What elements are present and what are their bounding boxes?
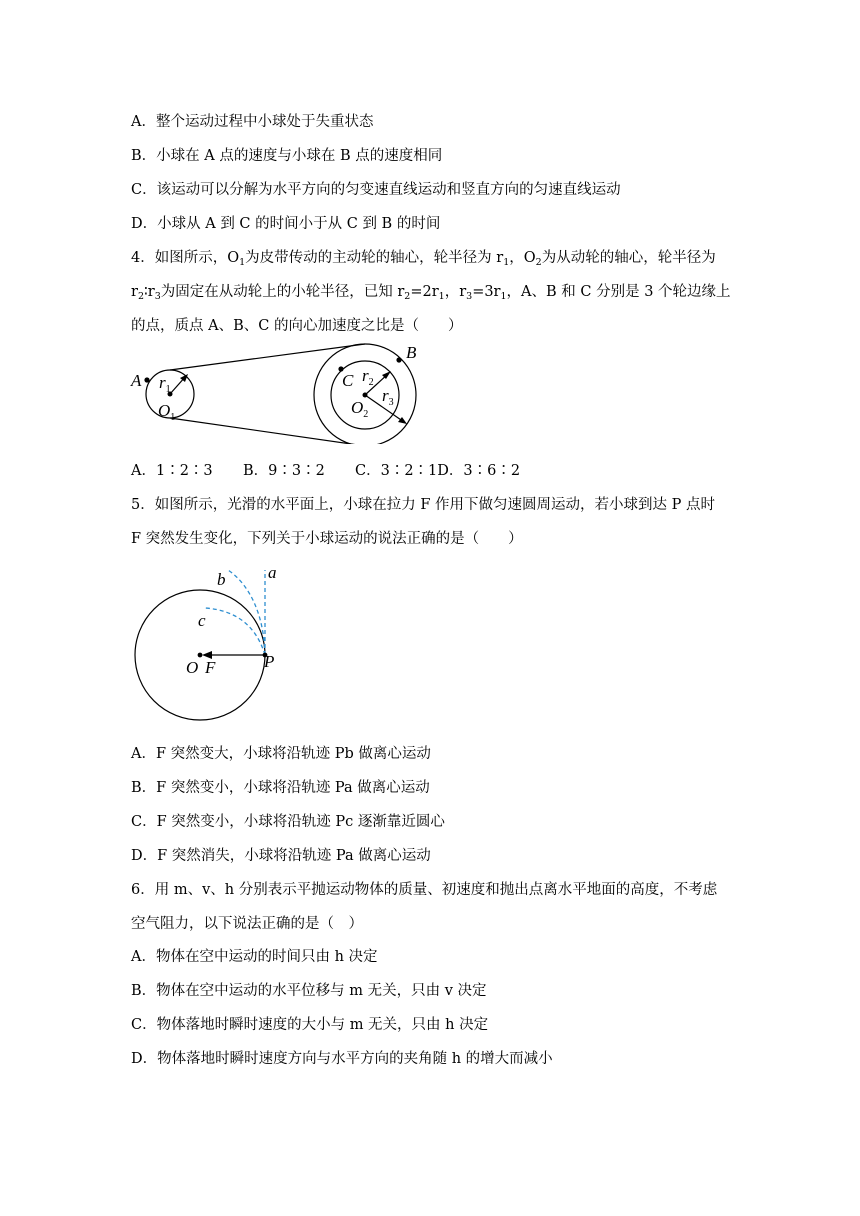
label-b: B: [406, 343, 417, 362]
q5-stem-line2: F 突然发生变化，下列关于小球运动的说法正确的是（ ）: [131, 531, 523, 547]
q5-option-d: D．F 突然消失，小球将沿轨迹 Pa 做离心运动: [131, 848, 431, 864]
label-a: a: [268, 563, 277, 582]
label-c: C: [342, 371, 354, 390]
label-o1: $O_1$: [158, 401, 176, 423]
q6-option-d: D．物体落地时瞬时速度方向与水平方向的夹角随 h 的增大而减小: [131, 1051, 553, 1067]
q3-option-d: D．小球从 A 到 C 的时间小于从 C 到 B 的时间: [131, 216, 441, 232]
q6-stem-line1: 6．用 m、v、h 分别表示平抛运动物体的质量、初速度和抛出点离水平地面的高度，不考虑: [131, 882, 718, 898]
belt-bottom: [170, 418, 365, 444]
q3-option-a: A．整个运动过程中小球处于失重状态: [131, 114, 374, 130]
q3-option-b: B．小球在 A 点的速度与小球在 B 点的速度相同: [131, 148, 443, 164]
q4-options: [131, 461, 520, 481]
q3-option-c: C．该运动可以分解为水平方向的匀变速直线运动和竖直方向的匀速直线运动: [131, 182, 621, 198]
label-r1: $r_1$: [159, 373, 171, 395]
point-b-dot: [396, 357, 401, 362]
label-r2: $r_2$: [362, 366, 374, 388]
q4-option-b: B．9∶3∶2: [243, 463, 325, 479]
point-a-dot: [144, 377, 149, 382]
q4-belt-drive-figure: [125, 340, 425, 444]
label-r3: $r_3$: [382, 386, 394, 408]
q6-option-a: A．物体在空中运动的时间只由 h 决定: [131, 949, 378, 965]
q5-option-a: A．F 突然变大，小球将沿轨迹 Pb 做离心运动: [131, 746, 431, 762]
trajectory-c: [205, 608, 265, 655]
q4-stem-line3: 的点，质点 A、B、C 的向心加速度之比是（ ）: [131, 318, 463, 334]
label-o2: $O_2$: [351, 398, 369, 420]
center-o-dot: [198, 653, 203, 658]
label-f: F: [205, 658, 216, 677]
q4-option-c: C．3∶2∶1: [355, 463, 438, 479]
belt-top: [170, 344, 365, 370]
q6-option-b: B．物体在空中运动的水平位移与 m 无关，只由 v 决定: [131, 983, 487, 999]
q5-option-b: B．F 突然变小，小球将沿轨迹 Pa 做离心运动: [131, 780, 430, 796]
q4-stem-line1: 4．如图所示，$O_1$为皮带传动的主动轮的轴心，轮半径为 $r_1$，$O_2$为从动轮的轴心，轮半径为: [131, 250, 716, 268]
trajectory-b: [228, 570, 265, 655]
q4-option-d: D．3∶6∶2: [437, 463, 521, 479]
label-b: b: [217, 570, 226, 589]
q6-option-c: C．物体落地时瞬时速度的大小与 m 无关，只由 h 决定: [131, 1017, 489, 1033]
label-a: A: [131, 371, 142, 390]
q6-stem-line2: 空气阻力，以下说法正确的是（ ）: [131, 916, 363, 932]
q5-option-c: C．F 突然变小，小球将沿轨迹 Pc 逐渐靠近圆心: [131, 814, 445, 830]
q4-stem-line2: $r_2∶r_3$为固定在从动轮上的小轮半径，已知 $r_2=2r_1$，$r_3=3r_1$，A、B 和 C 分别是 3 个轮边缘上: [131, 284, 731, 302]
q5-stem-line1: 5．如图所示，光滑的水平面上，小球在拉力 F 作用下做匀速圆周运动，若小球到达 P 点时: [131, 497, 715, 513]
label-o: O: [186, 658, 199, 677]
q4-option-a: A．1∶2∶3: [131, 463, 213, 479]
label-p: P: [264, 652, 275, 671]
label-c: c: [198, 611, 206, 630]
q5-circular-motion-figure: [130, 560, 280, 740]
